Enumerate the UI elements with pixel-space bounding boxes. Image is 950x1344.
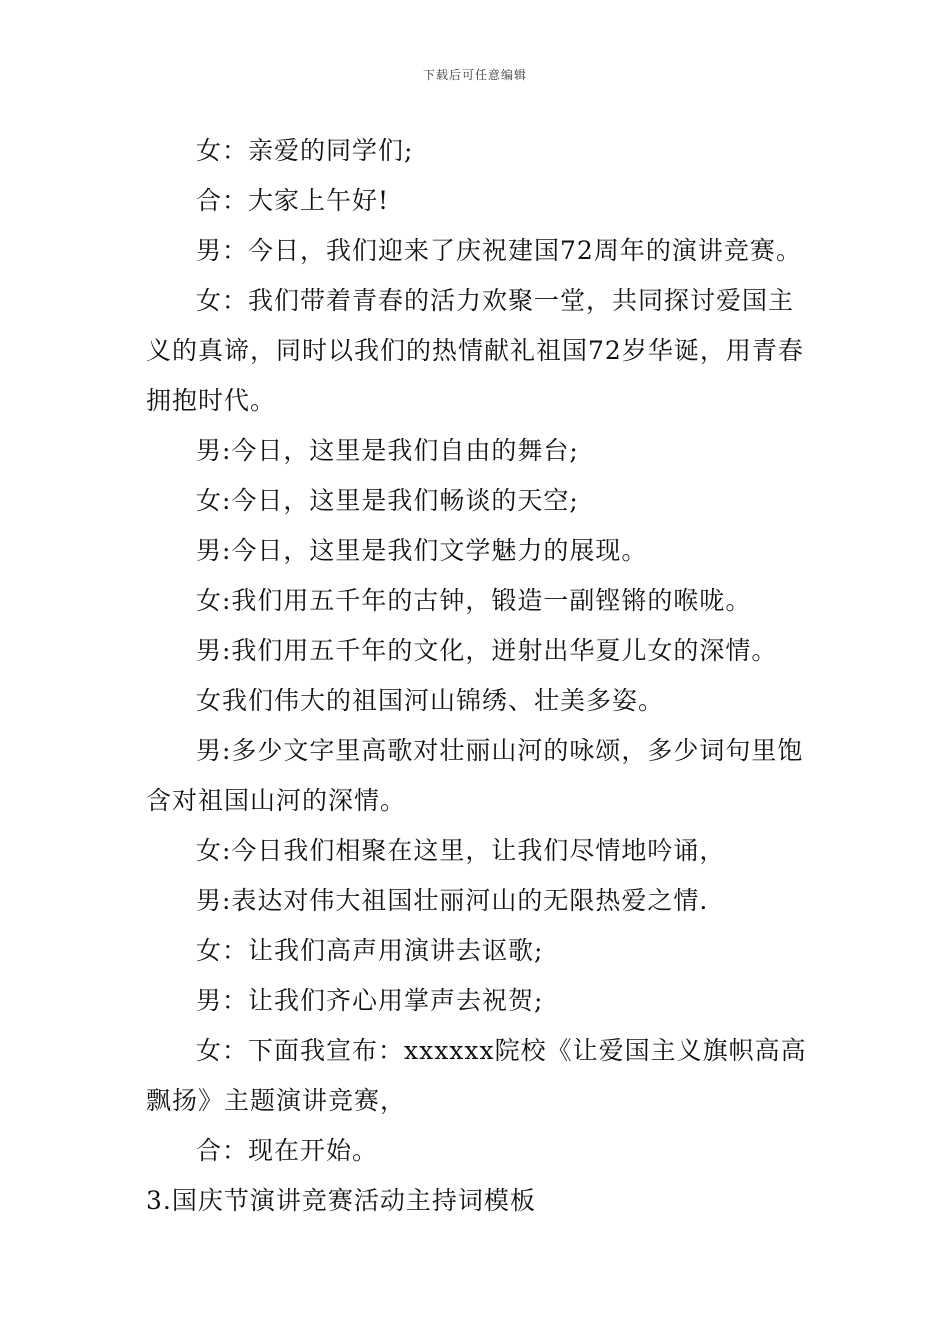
paragraph: 男：让我们齐心用掌声去祝贺; xyxy=(196,986,544,1015)
paragraph: 男:我们用五千年的文化，迸射出华夏儿女的深情。 xyxy=(196,636,778,665)
paragraph: 女：亲爱的同学们; xyxy=(196,136,414,165)
page-header-note: 下载后可任意编辑 xyxy=(422,68,527,82)
paragraph: 女：让我们高声用演讲去讴歌; xyxy=(196,936,544,965)
paragraph: 合：现在开始。 xyxy=(196,1136,379,1165)
paragraph: 女：我们带着青春的活力欢聚一堂，共同探讨爱国主义的真谛，同时以我们的热情献礼祖国72岁华诞，用青春拥抱时代。 xyxy=(146,286,804,415)
section-heading: 3.国庆节演讲竞赛活动主持词模板 xyxy=(146,1186,536,1215)
paragraph: 男：今日，我们迎来了庆祝建国72周年的演讲竞赛。 xyxy=(196,236,802,265)
paragraph: 女:今日我们相聚在这里，让我们尽情地吟诵， xyxy=(196,836,726,865)
paragraph: 女:我们用五千年的古钟，锻造一副铿锵的喉咙。 xyxy=(196,586,752,615)
paragraph: 男:多少文字里高歌对壮丽山河的咏颂，多少词句里饱含对祖国山河的深情。 xyxy=(146,736,804,815)
document-body xyxy=(146,126,808,1226)
paragraph: 男:今日，这里是我们文学魅力的展现。 xyxy=(196,536,648,565)
paragraph: 女：下面我宣布：xxxxxx院校《让爱国主义旗帜高高飘扬》主题演讲竞赛， xyxy=(146,1036,807,1115)
paragraph: 男:表达对伟大祖国壮丽河山的无限热爱之情. xyxy=(196,886,709,915)
paragraph: 女:今日，这里是我们畅谈的天空; xyxy=(196,486,579,515)
paragraph: 男:今日，这里是我们自由的舞台; xyxy=(196,436,579,465)
paragraph: 合：大家上午好! xyxy=(196,186,390,215)
paragraph: 女我们伟大的祖国河山锦绣、壮美多姿。 xyxy=(196,686,665,715)
